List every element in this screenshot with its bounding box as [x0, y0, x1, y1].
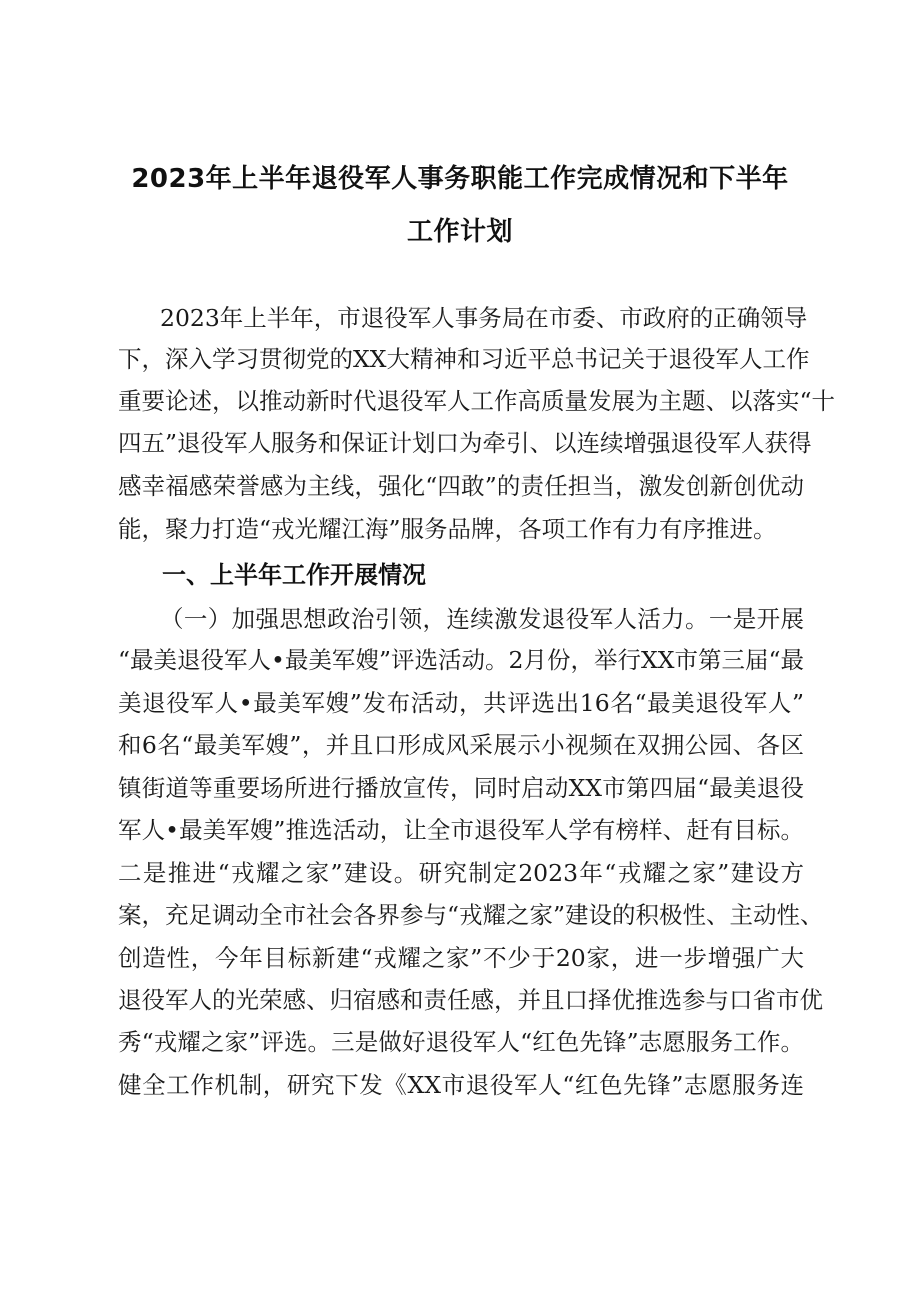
section-paragraph-line: 秀“戎耀之家”评选。三是做好退役军人“红色先锋”志愿服务工作。 [118, 1028, 804, 1056]
section-paragraph-line: 退役军人的光荣感、归宿感和责任感，并且口择优推选参与口省市优 [118, 986, 823, 1014]
section-paragraph-line: “最美退役军人•最美军嫂”评选活动。2月份，举行XX市第三届“最 [118, 646, 804, 674]
intro-paragraph-line: 2023年上半年，市退役军人事务局在市委、市政府的正确领导 [160, 304, 808, 332]
intro-paragraph-line: 能，聚力打造“戎光耀江海”服务品牌，各项工作有力有序推进。 [118, 515, 777, 543]
section-paragraph-line: 案，充足调动全市社会各界参与“戎耀之家”建设的积极性、主动性、 [118, 901, 824, 929]
intro-paragraph-line: 四五”退役军人服务和保证计划口为牵引、以连续增强退役军人获得 [118, 429, 812, 457]
intro-paragraph-line: 下，深入学习贯彻党的XX大精神和习近平总书记关于退役军人工作 [118, 345, 810, 373]
section-paragraph-line: 和6名“最美军嫂”，并且口形成风采展示小视频在双拥公园、各区 [118, 731, 804, 759]
document-title-line-1: 2023年上半年退役军人事务职能工作完成情况和下半年 [131, 164, 789, 194]
section-heading: 一、上半年工作开展情况 [162, 561, 426, 589]
section-paragraph-line: （一）加强思想政治引领，连续激发退役军人活力。一是开展 [160, 605, 804, 633]
section-paragraph-line: 美退役军人•最美军嫂”发布活动，共评选出16名“最美退役军人” [118, 689, 804, 717]
section-paragraph-line: 二是推进“戎耀之家”建设。研究制定2023年“戎耀之家”建设方 [118, 859, 804, 887]
document-title-line-2: 工作计划 [406, 217, 513, 247]
section-paragraph-line: 健全工作机制，研究下发《XX市退役军人“红色先锋”志愿服务连 [118, 1071, 804, 1099]
intro-paragraph-line: 感幸福感荣誉感为主线，强化“四敢”的责任担当，激发创新创优动 [118, 472, 804, 500]
section-paragraph-line: 镇街道等重要场所进行播放宣传，同时启动XX市第四届“最美退役 [118, 774, 804, 802]
section-paragraph-line: 军人•最美军嫂”推选活动，让全市退役军人学有榜样、赶有目标。 [118, 816, 804, 844]
intro-paragraph-line: 重要论述，以推动新时代退役军人工作高质量发展为主题、以落实“十 [118, 387, 836, 415]
section-paragraph-line: 创造性，今年目标新建“戎耀之家”不少于20家，进一步增强广大 [118, 944, 804, 972]
